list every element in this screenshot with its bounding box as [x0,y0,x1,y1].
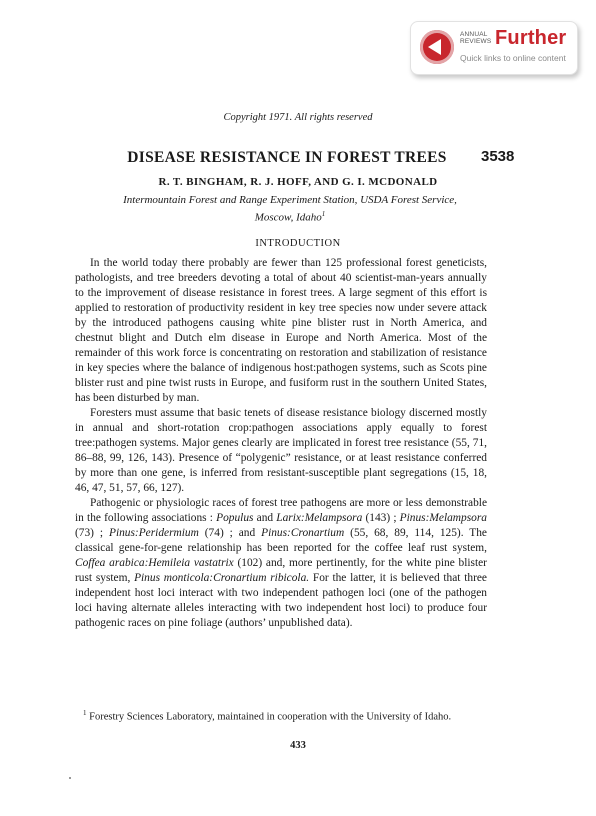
author-affiliation: Intermountain Forest and Range Experiment Station, USDA Forest Service, Moscow, Idaho$^1$ [123,194,457,224]
author-list: R. T. BINGHAM, R. J. HOFF, AND G. I. MCDONALD [158,176,438,188]
paragraph: Pathogenic or physiologic races of forest tree pathogens are more or less demonstrable in the following associations : Populus and Larix:Melampsora (143) ; Pinus:Melampsora (73) ; Pinus:Peridermium (74) ; and Pinus:Cronartium (55, 68, 89, 114, 125). The classical gene-for-gene relationship has been reported for the coffee leaf rust system, Coffea arabica:Hemileia vastatrix (102) and, more pertinently, for the white pine blister rust system, Pinus monticola:Cronartium ribicola. For the latter, it is believed that three independent host loci interact with two independent pathogen loci (one of the pathogen loci having alternate alleles interacting with two independent host loci) to produce four pathogenic races on pine foliage (authors’ unpublished data). [75,497,487,629]
further-arrow-icon [420,30,454,64]
section-heading: INTRODUCTION [255,238,341,249]
article-code: 3538 [481,148,515,165]
paragraph: Foresters must assume that basic tenets of disease resistance biology discerned mostly in annual and short-rotation crop:pathogen associations apply equally to forest tree:pathogen systems. Major genes clearly are implicated in forest tree resistance (55, 71, 86–88, 99, 126, 143). Presence of “polygenic” resistance, or at least resistance conferred by more than one gene, is inferred from resistant-susceptible plant segregations (15, 18, 46, 47, 51, 57, 66, 127). [75,407,487,494]
further-wordmark: Further [495,27,567,49]
paragraph: In the world today there probably are fewer than 125 professional forest geneticists, pathologists, and tree breeders devoting a total of about 40 scientist-man-years annually to the improvement of disease resistance in forest trees. A large segment of this effort is applied to restoration of productivity resident in key tree species now under severe attack by the introduced pathogens causing white pine blister rust in North America, and chestnut blight and Dutch elm disease in Europe and North America. Most of the remainder of this work force is concentrating on restoration and stabilization of resistance in key species where the balance of indigenous host:pathogen systems, such as Scots pine blister rust and pine twist rusts in Europe, and fusiform rust in the southern United States, has been disturbed by man. [75,257,487,404]
annual-reviews-logo-text: ANNUAL REVIEWS [460,31,492,45]
article-body [75,256,487,631]
scan-mark [69,777,71,779]
further-subtitle: Quick links to online content [460,53,566,63]
article-title: DISEASE RESISTANCE IN FOREST TREES [127,149,447,166]
affiliation-footnote-mark: 1 [321,210,326,218]
further-badge[interactable] [410,21,578,75]
page-number: 433 [290,740,306,751]
footnote: $^1$ Forestry Sciences Laboratory, maintained in cooperation with the University of Idaho. [83,709,452,723]
footnote-mark: 1 [83,709,87,717]
copyright-line: Copyright 1971. All rights reserved [223,112,373,123]
